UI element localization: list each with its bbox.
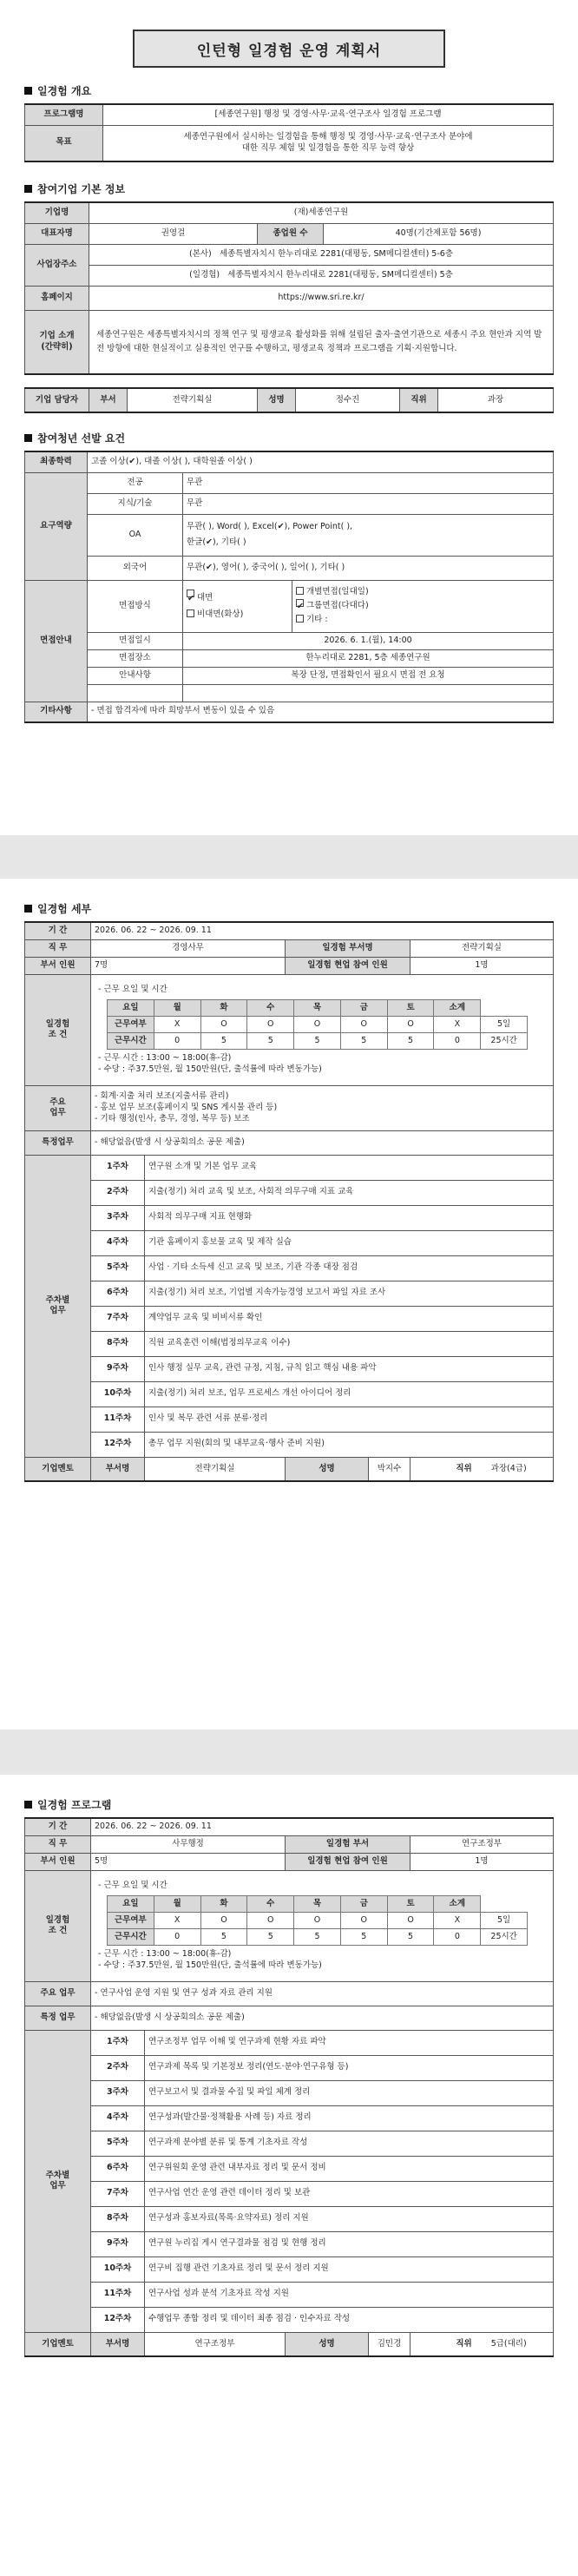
weekday-header: 수	[247, 999, 294, 1016]
week-task: 연구성과 홍보자료(목록·요약자료) 정리 지원	[145, 2206, 554, 2231]
company-name: (재)세종연구원	[89, 202, 554, 223]
week-row	[25, 1407, 554, 1432]
week-task: 연구보고서 및 결과물 수집 및 파일 체계 정리	[145, 2080, 554, 2105]
mentor-name: 박지수	[369, 1457, 411, 1481]
week-task: 직원 교육훈련 이해(법정의무교육 이수)	[145, 1331, 554, 1356]
main-duties	[91, 1981, 554, 2006]
week-number: 6주차	[91, 2156, 145, 2181]
week-row	[25, 1180, 554, 1205]
week-row	[25, 2231, 554, 2256]
education-requirement: 고졸 이상(✔), 대졸 이상( ), 대학원졸 이상( )	[88, 451, 554, 472]
hours-cell: 5	[387, 1928, 434, 1945]
special-duties: - 해당없음(발생 시 상공회의소 공문 제출)	[91, 1130, 554, 1155]
attend-cell: O	[340, 1912, 387, 1928]
week-number: 4주차	[91, 2105, 145, 2131]
document-title: 인턴형 일경험 운영 계획서	[133, 30, 445, 68]
week-number: 9주차	[91, 2231, 145, 2256]
schedule-table	[107, 1895, 528, 1946]
weekday-header: 요일	[108, 999, 154, 1016]
goal-label: 목표	[25, 125, 103, 161]
week-number: 1주차	[91, 1155, 145, 1180]
week-number: 9주차	[91, 1356, 145, 1381]
week-row	[25, 2181, 554, 2206]
hours-label: 근무시간	[108, 1032, 154, 1049]
week-task: 사업 · 기타 소득세 신고 교육 및 보조, 기관 각종 대장 점검	[145, 1255, 554, 1281]
duty-line: - 기타 행정(인사, 총무, 경영, 복무 등) 보조	[95, 1113, 250, 1123]
detail-table: 기 간 2026. 06. 22 ~ 2026. 09. 11 직 무 사무행정 일경험 부서 연구조정부 부서 인원 5명 일경험 현업 참여 인원 1명 일경험 조 건 - 근무 요일 및 시간 요일 월 화 수 목 금 토 소계 근무여부 X O O O O O X 5일 근무시간 0 5 5 5 5 5 0 25시간 - 근무 시간 : 13:00 ~ 18:00(휴-감) - 수당 : 주37.5만원, 월 150만원(단, 출석률에 따라 변동가능) 주요 업무 - 연구사업 운영 지원 및 연구 성과 자료 관리 지원 특정 업무 - 해당없음(발생 시 상공회의소 공문 제출) 주차별 업무 1주차 연구조정부 업무 이해 및 연구과제 현황 자료 파악 2주차 연구과제 목록 및 기본정보 정리(연도·분야·연구유형 등) 3주차 연구보고서 및 결과물 수집 및 파일 체계 정리 4주차 연구성과(발간물·정책활용 사례 등) 자료 정리 5주차 연구과제 분야별 분류 및 통계 기초자료 작성 6주차 연구위원회 운영 관련 내부자료 정리 및 문서 정비 7주차 연구사업 연간 운영 관련 데이터 정리 및 보관 8주차 연구성과 홍보자료(목록·요약자료) 정리 지원 9주차 연구원 누리집 게시 연구결과물 점검 및 현행 정리 10주차 연구비 집행 관련 기초자료 정리 및 문서 정리 지원 11주차 연구사업 성과 분석 기초자료 작성 지원 12주차 수행업무 종합 정리 및 데이터 최종 점검 · 인수자료 작성 기업멘토 부서명 연구조정부 성명 김민경 직위 5급(대리)	[24, 1817, 554, 2357]
week-number: 1주차	[91, 2030, 145, 2055]
checkbox-icon	[296, 587, 304, 595]
interview-place: 한누리대로 2281, 5층 세종연구원	[183, 649, 554, 667]
company-intro: 세종연구원은 세종특별자치시의 정책 연구 및 평생교육 활성화를 위해 설립된 출자·출연기관으로 세종시 주요 현안과 지역 발전 방향에 대한 현실적이고 실용적인 연구를 수행하고, 평생교육 정책과 프로그램을 기획·지원합니다.	[89, 310, 554, 374]
weekday-header: 월	[154, 999, 200, 1016]
oa-requirement: 무관( ), Word( ), Excel(✔), Power Point( ), 한글(✔), 기타( )	[183, 514, 554, 556]
week-row	[25, 2282, 554, 2307]
hours-cell: 0	[434, 1032, 481, 1049]
weekday-header: 금	[340, 999, 387, 1016]
address-hq: (본사) 세종특별자치시 한누리대로 2281(대평동, SM메디컬센터) 5-6층	[89, 244, 554, 265]
square-bullet-icon	[24, 87, 32, 95]
hours-cell: 0	[154, 1928, 200, 1945]
weekday-header: 소계	[434, 999, 481, 1016]
week-task: 인사 행정 실무 교육, 관련 규정, 지침, 규칙 읽고 핵심 내용 파악	[145, 1356, 554, 1381]
week-number: 7주차	[91, 2181, 145, 2206]
week-task: 연구조정부 업무 이해 및 연구과제 현황 자료 파악	[145, 2030, 554, 2055]
duty-line: - 연구사업 운영 지원 및 연구 성과 자료 관리 지원	[95, 1987, 273, 1998]
hours-cell: 0	[434, 1928, 481, 1945]
weekday-header: 요일	[108, 1895, 154, 1912]
attend-cell: O	[294, 1912, 341, 1928]
square-bullet-icon	[24, 1801, 32, 1808]
participants-count: 1명	[411, 1853, 554, 1870]
mentor-position: 직위 5급(대리)	[411, 2332, 554, 2356]
dept-count: 5명	[91, 1853, 286, 1870]
week-row	[25, 2105, 554, 2131]
week-row	[25, 1205, 554, 1230]
hours-cell: 5	[387, 1032, 434, 1049]
ceo-name: 권영걸	[89, 223, 258, 244]
week-task: 연구과제 분야별 분류 및 통계 기초자료 작성	[145, 2131, 554, 2156]
dept-count: 7명	[91, 957, 286, 974]
section-heading-overview: 일경험 개요	[24, 83, 554, 97]
hours-label: 근무시간	[108, 1928, 154, 1945]
weekday-header: 월	[154, 1895, 200, 1912]
weekday-header: 목	[294, 1895, 341, 1912]
weekday-header: 토	[387, 1895, 434, 1912]
other-notes: - 면접 합격자에 따라 희망부서 변동이 있을 수 있음	[88, 702, 554, 722]
checkbox-icon	[187, 609, 194, 617]
period-value: 2026. 06. 22 ~ 2026. 09. 11	[91, 922, 554, 939]
mentor-name: 김민경	[369, 2332, 411, 2356]
attend-label: 근무여부	[108, 1016, 154, 1032]
hours-cell: 5	[247, 1928, 294, 1945]
interview-date: 2026. 6. 1.(월), 14:00	[183, 632, 554, 649]
weekday-header: 수	[247, 1895, 294, 1912]
week-row	[25, 2307, 554, 2332]
week-row	[25, 1331, 554, 1356]
week-task: 연구사업 연간 운영 관련 데이터 정리 및 보관	[145, 2181, 554, 2206]
participants-count: 1명	[411, 957, 554, 974]
week-number: 3주차	[91, 2080, 145, 2105]
attend-cell: O	[247, 1912, 294, 1928]
weekday-header: 금	[340, 1895, 387, 1912]
attend-label: 근무여부	[108, 1912, 154, 1928]
detail-table: 기 간 2026. 06. 22 ~ 2026. 09. 11 직 무 경영사무 일경험 부서명 전략기획실 부서 인원 7명 일경험 현업 참여 인원 1명 일경험 조 건 - 근무 요일 및 시간 요일 월 화 수 목 금 토 소계 근무여부 X O O O O O X 5일 근무시간 0 5 5 5 5 5 0 25시간 - 근무 시간 : 13:00 ~ 18:00(휴-감) - 수당 : 주37.5만원, 월 150만원(단, 출석률에 따라 변동가능) 주요 업무 - 회계·지출 처리 보조(지출서류 관리) - 홍보 업무 보조(홈페이지 및 SNS 게시물 관리 등) - 기타 행정(인사, 총무, 경영, 복무 등) 보조 특정업무 - 해당없음(발생 시 상공회의소 공문 제출) 주차별 업무 1주차 연구원 소개 및 기본 업무 교육 2주차 지출(정기) 처리 교육 및 보조, 사회적 의무구매 지표 교육 3주차 사회적 의무구매 지표 현행화 4주차 기관 홈페이지 홍보물 교육 및 제작 실습 5주차 사업 · 기타 소득세 신고 교육 및 보조, 기관 각종 대장 점검 6주차 지출(정기) 처리 보조, 기업별 지속가능경영 보고서 파일 자료 조사 7주차 계약업무 교육 및 비비서류 확인 8주차 직원 교육훈련 이해(법정의무교육 이수) 9주차 인사 행정 실무 교육, 관련 규정, 지침, 규칙 읽고 핵심 내용 파악 10주차 지출(정기) 처리 보조, 업무 프로세스 개선 아이디어 정리 11주차 인사 및 복무 관련 서류 분류·정리 12주차 총무 업무 지원(회의 및 내부교육·행사 준비 지원) 기업멘토 부서명 전략기획실 성명 박지수 직위 과장(4급)	[24, 921, 554, 1482]
hours-cell: 5	[294, 1928, 341, 1945]
attend-cell: O	[200, 1912, 247, 1928]
square-bullet-icon	[24, 185, 32, 193]
week-number: 11주차	[91, 1407, 145, 1432]
weekday-header: 목	[294, 999, 341, 1016]
attend-cell: O	[340, 1016, 387, 1032]
page-3	[0, 1775, 578, 2576]
schedule-table	[107, 999, 528, 1050]
checkbox-icon	[296, 615, 304, 623]
week-number: 8주차	[91, 2206, 145, 2231]
week-task: 사회적 의무구매 지표 현행화	[145, 1205, 554, 1230]
week-row	[25, 1255, 554, 1281]
page-1	[0, 0, 578, 835]
week-number: 3주차	[91, 1205, 145, 1230]
hours-cell: 25시간	[481, 1928, 528, 1945]
program-name-label: 프로그램명	[25, 104, 103, 125]
company-table: 기업명 (재)세종연구원 대표자명 권영걸 종업원 수 40명(기간제포함 56명) 사업장주소 (본사) 세종특별자치시 한누리대로 2281(대평동, SM메디컬센터) 5-6층 (일경험) 세종특별자치시 한누리대로 2281(대평동, SM메디컬센터) 5층 홈페이지 https://www.sri.re.kr/ 기업 소개 (간략히) 세종연구원은 세종특별자치시의 정책 연구 및 평생교육 활성화를 위해 설립된 출자·출연기관으로 세종시 주요 현안과 지역 발전 방향에 대한 현실적이고 실용적인 연구를 수행하고, 평생교육 정책과 프로그램을 기획·지원합니다.	[24, 201, 554, 375]
work-conditions: - 근무 요일 및 시간 요일 월 화 수 목 금 토 소계 근무여부 X O O O O O X 5일 근무시간 0 5 5 5 5 5 0 25시간 - 근무 시간 : 13:00 ~ 18:00(휴-감) - 수당 : 주37.5만원, 월 150만원(단, 출석률에 따라 변동가능)	[91, 974, 554, 1085]
week-number: 2주차	[91, 1180, 145, 1205]
week-task: 지출(정기) 처리 교육 및 보조, 사회적 의무구매 지표 교육	[145, 1180, 554, 1205]
interview-type: 개별면접(일대일) ✔ 그룹면접(다대다) 기타 :	[292, 580, 554, 632]
week-number: 11주차	[91, 2282, 145, 2307]
week-task: 인사 및 복무 관련 서류 분류·정리	[145, 1407, 554, 1432]
attend-cell: O	[294, 1016, 341, 1032]
hours-cell: 5	[200, 1928, 247, 1945]
week-number: 10주차	[91, 2256, 145, 2282]
week-task: 수행업무 종합 정리 및 데이터 최종 점검 · 인수자료 작성	[145, 2307, 554, 2332]
manager-name: 정수진	[296, 388, 400, 412]
main-duties	[91, 1085, 554, 1130]
week-number: 5주차	[91, 1255, 145, 1281]
hours-cell: 5	[294, 1032, 341, 1049]
week-number: 5주차	[91, 2131, 145, 2156]
duty-line: - 회계·지출 처리 보조(지출서류 관리)	[95, 1091, 229, 1102]
week-task: 기관 홈페이지 홍보물 교육 및 제작 실습	[145, 1230, 554, 1255]
week-row	[25, 2206, 554, 2231]
week-row	[25, 1381, 554, 1407]
recruit-table: 최종학력 고졸 이상(✔), 대졸 이상( ), 대학원졸 이상( ) 요구역량 전공 무관 지식/기술 무관 OA 무관( ), Word( ), Excel(✔), Power Point( ), 한글(✔), 기타( ) 외국어 무관(✔), 영어( ), 중국어( ), 일어( ), 기타( ) 면접안내 면접방식 ✔ 대면 비대면(화상) 개별면접(일대일) ✔ 그룹면접(다대다) 기타 : 면접일시 2026. 6. 1.(월), 14:00 면접장소 한누리대로 2281, 5층 세종연구원 안내사항 복장 단정, 면접확인서 필요시 면접 전 요청 기타사항 - 면접 합격자에 따라 희망부서 변동이 있을 수 있음	[24, 451, 554, 723]
detail-block	[24, 921, 554, 1482]
checkbox-checked-icon: ✔	[187, 590, 194, 597]
manager-table: 기업 담당자 부서 전략기획실 성명 정수진 직위 과장	[24, 387, 554, 413]
hours-cell: 5	[200, 1032, 247, 1049]
attend-cell: X	[154, 1912, 200, 1928]
week-task: 지출(정기) 처리 보조, 기업별 지속가능경영 보고서 파일 자료 조사	[145, 1281, 554, 1306]
weekday-header: 소계	[434, 1895, 481, 1912]
page-gap	[0, 1729, 578, 1775]
week-task: 총무 업무 지원(회의 및 내부교육·행사 준비 지원)	[145, 1432, 554, 1457]
hours-cell: 5	[247, 1032, 294, 1049]
week-row	[25, 2055, 554, 2080]
week-task: 연구비 집행 관련 기초자료 정리 및 문서 정리 지원	[145, 2256, 554, 2282]
attend-cell: 5일	[481, 1912, 528, 1928]
week-number: 4주차	[91, 1230, 145, 1255]
section-heading-recruit: 참여청년 선발 요건	[24, 431, 554, 445]
mentor-dept: 연구조정부	[145, 2332, 286, 2356]
job-value: 사무행정	[91, 1835, 286, 1853]
square-bullet-icon	[24, 905, 32, 912]
week-number: 8주차	[91, 1331, 145, 1356]
work-conditions: - 근무 요일 및 시간 요일 월 화 수 목 금 토 소계 근무여부 X O O O O O X 5일 근무시간 0 5 5 5 5 5 0 25시간 - 근무 시간 : 13:00 ~ 18:00(휴-감) - 수당 : 주37.5만원, 월 150만원(단, 출석률에 따라 변동가능)	[91, 1870, 554, 1981]
address-site: (일경험) 세종특별자치시 한누리대로 2281(대평동, SM메디컬센터) 5층	[89, 265, 554, 286]
interview-format: ✔ 대면 비대면(화상)	[183, 580, 292, 632]
week-task: 연구성과(발간물·정책활용 사례 등) 자료 정리	[145, 2105, 554, 2131]
week-task: 지출(정기) 처리 보조, 업무 프로세스 개선 아이디어 정리	[145, 1381, 554, 1407]
hours-cell: 5	[340, 1032, 387, 1049]
duty-line: - 홍보 업무 보조(홈페이지 및 SNS 게시물 관리 등)	[95, 1102, 278, 1112]
week-number: 12주차	[91, 2307, 145, 2332]
period-value: 2026. 06. 22 ~ 2026. 09. 11	[91, 1818, 554, 1835]
square-bullet-icon	[24, 434, 32, 442]
week-row	[25, 1230, 554, 1255]
week-number: 2주차	[91, 2055, 145, 2080]
section-heading-program: 일경험 프로그램	[24, 1797, 554, 1811]
week-number: 10주차	[91, 1381, 145, 1407]
overview-table	[24, 103, 554, 162]
week-row	[25, 1356, 554, 1381]
week-row	[25, 1432, 554, 1457]
week-row	[25, 2256, 554, 2282]
job-value: 경영사무	[91, 939, 286, 957]
week-row	[25, 1306, 554, 1331]
language-requirement: 무관(✔), 영어( ), 중국어( ), 일어( ), 기타( )	[183, 556, 554, 580]
manager-position: 과장	[438, 388, 554, 412]
interview-notice: 복장 단정, 면접확인서 필요시 면접 전 요청	[183, 667, 554, 684]
goal-value: 세종연구원에서 실시하는 일경험을 통해 행정 및 경영·사무·교육·연구조사 분야에 대한 직무 체험 및 일경험을 통한 직무 능력 향상	[103, 125, 554, 161]
attend-cell: X	[434, 1016, 481, 1032]
attend-cell: X	[434, 1912, 481, 1928]
week-row	[25, 1281, 554, 1306]
attend-cell: X	[154, 1016, 200, 1032]
attend-cell: O	[200, 1016, 247, 1032]
week-number: 7주차	[91, 1306, 145, 1331]
weekday-header: 화	[200, 999, 247, 1016]
page-gap	[0, 835, 578, 879]
week-number: 6주차	[91, 1281, 145, 1306]
mentor-position: 직위 과장(4급)	[411, 1457, 554, 1481]
week-task: 연구사업 성과 분석 기초자료 작성 지원	[145, 2282, 554, 2307]
detail-block	[24, 1817, 554, 2357]
attend-cell: 5일	[481, 1016, 528, 1032]
special-duties: - 해당없음(발생 시 상공회의소 공문 제출)	[91, 2006, 554, 2030]
program-name-value: [세종연구원] 행정 및 경영·사무·교육·연구조사 일경험 프로그램	[103, 104, 554, 125]
week-task: 연구원 소개 및 기본 업무 교육	[145, 1155, 554, 1180]
week-task: 연구과제 목록 및 기본정보 정리(연도·분야·연구유형 등)	[145, 2055, 554, 2080]
week-task: 계약업무 교육 및 비비서류 확인	[145, 1306, 554, 1331]
weekday-header: 토	[387, 999, 434, 1016]
staff-count: 40명(기간제포함 56명)	[324, 223, 554, 244]
attend-cell: O	[387, 1912, 434, 1928]
mentor-dept: 전략기획실	[145, 1457, 286, 1481]
checkbox-checked-icon: ✔	[296, 599, 304, 607]
week-row	[25, 2131, 554, 2156]
hours-cell: 5	[340, 1928, 387, 1945]
dept-value: 연구조정부	[411, 1835, 554, 1853]
weekday-header: 화	[200, 1895, 247, 1912]
dept-value: 전략기획실	[411, 939, 554, 957]
attend-cell: O	[387, 1016, 434, 1032]
week-number: 12주차	[91, 1432, 145, 1457]
attend-cell: O	[247, 1016, 294, 1032]
hours-cell: 0	[154, 1032, 200, 1049]
page-2	[0, 879, 578, 1729]
week-row	[25, 2156, 554, 2181]
hours-cell: 25시간	[481, 1032, 528, 1049]
homepage-link[interactable]: https://www.sri.re.kr/	[89, 286, 554, 310]
section-heading-detail: 일경험 세부	[24, 901, 554, 915]
manager-dept: 전략기획실	[128, 388, 258, 412]
week-row	[25, 2080, 554, 2105]
week-task: 연구원 누리집 게시 연구결과물 점검 및 현행 정리	[145, 2231, 554, 2256]
section-heading-company: 참여기업 기본 정보	[24, 181, 554, 195]
week-task: 연구위원회 운영 관련 내부자료 정리 및 문서 정비	[145, 2156, 554, 2181]
